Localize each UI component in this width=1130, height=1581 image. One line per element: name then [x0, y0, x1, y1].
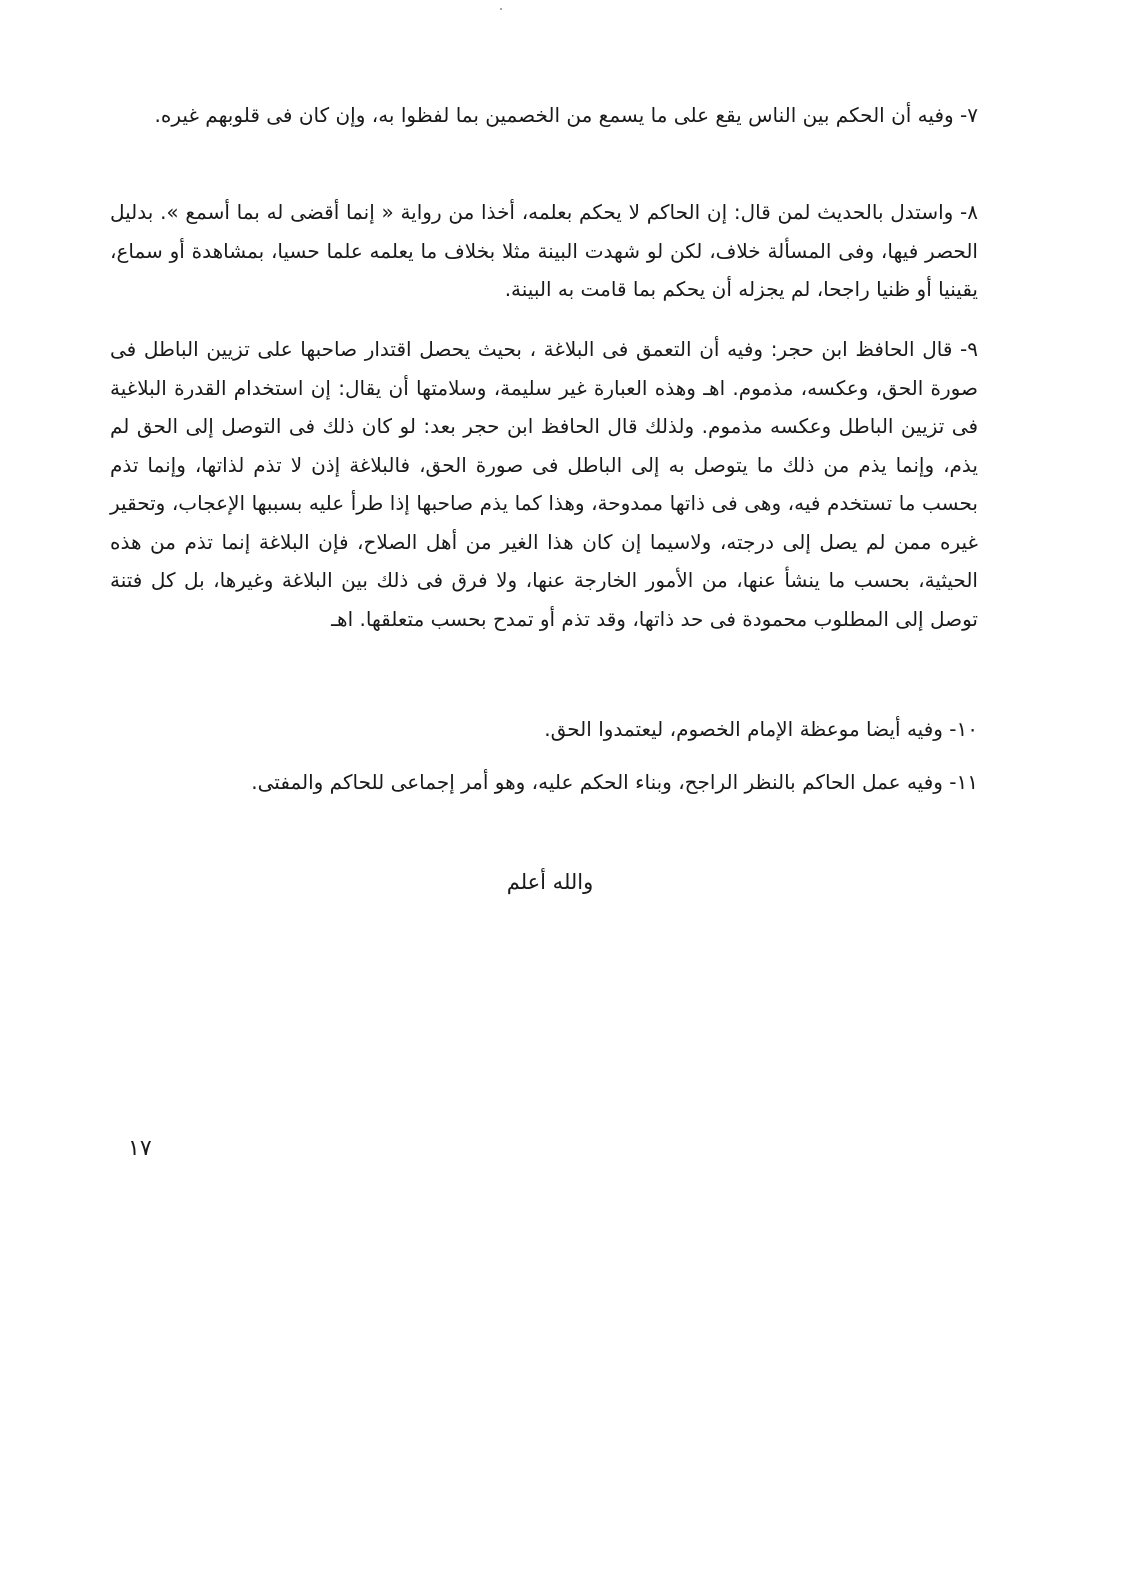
- scan-speck: [500, 8, 502, 10]
- list-item-8: [110, 193, 978, 309]
- item-number: ٨-: [960, 200, 978, 224]
- list-item-10: [110, 710, 978, 749]
- list-item-7: [110, 96, 978, 135]
- item-text: واستدل بالحديث لمن قال: إن الحاكم لا يحكم بعلمه، أخذا من رواية « إنما أقضى له بما أسمع ». بدليل الحصر فيها، وفى المسألة خلاف، لكن لو شهدت البينة مثلا بخلاف ما يعلمه علما حسيا، بمشاهدة أو سماع، يقينيا أو ظنيا راجحا، لم يجزله أن يحكم بما قامت به البينة.: [110, 200, 978, 301]
- closing-phrase: والله أعلم: [506, 870, 594, 894]
- item-number: ١١-: [949, 770, 978, 794]
- list-item-11: [110, 763, 978, 802]
- item-text: قال الحافظ ابن حجر: وفيه أن التعمق فى البلاغة ، بحيث يحصل اقتدار صاحبها على تزيين الباطل فى صورة الحق، وعكسه، مذموم. اهـ وهذه العبارة غير سليمة، وسلامتها أن يقال: إن استخدام القدرة البلاغية فى تزيين الباطل وعكسه مذموم. ولذلك قال الحافظ ابن حجر بعد: لو كان ذلك فى التوصل إلى الحق لم يذم، وإنما يذم من ذلك ما يتوصل به إلى الباطل فى صورة الحق، فالبلاغة إذن لا تذم لذاتها، وإنما تذم بحسب ما تستخدم فيه، وهى فى ذاتها ممدوحة، وهذا كما يذم صاحبها إذا طرأ عليه بسببها الإعجاب، وتحقير غيره ممن لم يصل إلى درجته، ولاسيما إن كان هذا الغير من أهل الصلاح، فإن البلاغة إنما تذم من هذه الحيثية، بحسب ما ينشأ عنها، من الأمور الخارجة عنها، ولا فرق فى ذلك بين البلاغة وغيرها، بل كل فتنة توصل إلى المطلوب محمودة فى حد ذاتها، وقد تذم أو تمدح بحسب متعلقها. اهـ: [110, 337, 978, 631]
- list-item-9: [110, 330, 978, 638]
- item-number: ١٠-: [949, 717, 978, 741]
- item-number: ٩-: [960, 337, 978, 361]
- item-text: وفيه أن الحكم بين الناس يقع على ما يسمع من الخصمين بما لفظوا به، وإن كان فى قلوبهم غيره.: [154, 103, 954, 127]
- item-number: ٧-: [960, 103, 978, 127]
- page-number: ١٧: [128, 1136, 152, 1161]
- item-text: وفيه عمل الحاكم بالنظر الراجح، وبناء الحكم عليه، وهو أمر إجماعى للحاكم والمفتى.: [251, 770, 943, 794]
- item-text: وفيه أيضا موعظة الإمام الخصوم، ليعتمدوا الحق.: [544, 717, 943, 741]
